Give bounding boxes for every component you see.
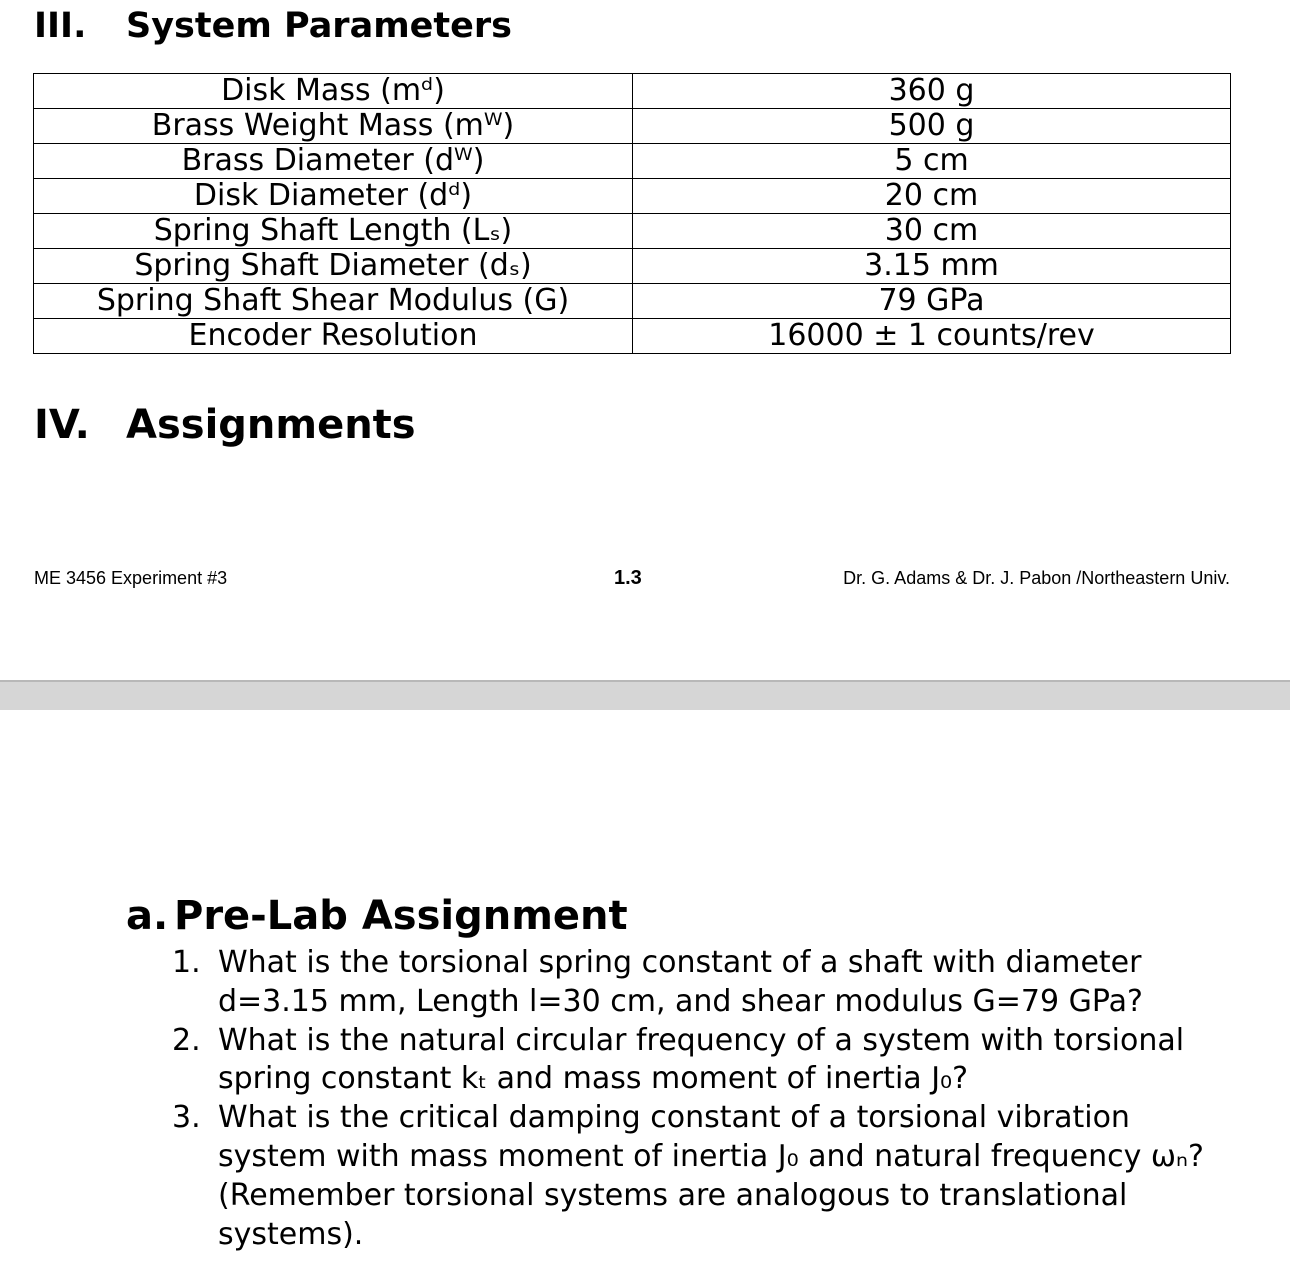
question-number: 2.	[172, 1022, 201, 1058]
parameter-value: 30 cm	[633, 214, 1231, 249]
parameter-value: 5 cm	[633, 144, 1231, 179]
section-title: System Parameters	[126, 6, 512, 46]
system-parameters-table	[33, 73, 1231, 354]
table-row	[34, 109, 1231, 144]
parameter-value: 79 GPa	[633, 284, 1231, 319]
list-item	[172, 944, 1252, 1022]
question-line: (Remember torsional systems are analogous to translational	[218, 1177, 1128, 1213]
table-row	[34, 144, 1231, 179]
parameter-name: Spring Shaft Shear Modulus (G)	[34, 284, 633, 319]
parameter-value: 500 g	[633, 109, 1231, 144]
list-item	[172, 1022, 1252, 1100]
section-number: IV.	[34, 402, 90, 448]
question-line: d=3.15 mm, Length l=30 cm, and shear modulus G=79 GPa?	[218, 983, 1143, 1019]
parameter-name: Spring Shaft Length (Lₛ)	[34, 214, 633, 249]
subsection-letter: a.	[126, 893, 169, 939]
question-line: system with mass moment of inertia J₀ and natural frequency ωₙ?	[218, 1138, 1204, 1174]
parameter-name: Brass Weight Mass (mᵂ)	[34, 109, 633, 144]
question-line: What is the natural circular frequency of a system with torsional	[218, 1022, 1185, 1058]
footer-authors: Dr. G. Adams & Dr. J. Pabon /Northeastern Univ.	[843, 568, 1230, 588]
table-row	[34, 319, 1231, 354]
section-number: III.	[34, 6, 87, 46]
table-row	[34, 214, 1231, 249]
parameter-value: 16000 ± 1 counts/rev	[633, 319, 1231, 354]
footer-page-number: 1.3	[614, 567, 642, 589]
footer-course-label: ME 3456 Experiment #3	[34, 568, 228, 588]
parameter-value: 360 g	[633, 74, 1231, 109]
table-row	[34, 249, 1231, 284]
question-line: spring constant kₜ and mass moment of inertia J₀?	[218, 1061, 968, 1097]
parameter-name: Brass Diameter (dᵂ)	[34, 144, 633, 179]
table-row	[34, 179, 1231, 214]
list-item	[172, 1099, 1252, 1254]
page-break-gap	[0, 682, 1290, 710]
parameter-value: 20 cm	[633, 179, 1231, 214]
table-row	[34, 74, 1231, 109]
parameter-name: Spring Shaft Diameter (dₛ)	[34, 249, 633, 284]
section-heading-assignments	[34, 402, 416, 448]
parameter-name: Encoder Resolution	[34, 319, 633, 354]
subsection-title: Pre-Lab Assignment	[174, 893, 628, 939]
table-row	[34, 284, 1231, 319]
section-heading-system-parameters	[34, 6, 512, 46]
prelab-heading	[126, 893, 628, 939]
question-line: systems).	[218, 1216, 364, 1252]
question-line: What is the torsional spring constant of a shaft with diameter	[218, 945, 1142, 980]
section-title: Assignments	[126, 402, 416, 448]
question-line: What is the critical damping constant of a torsional vibration	[218, 1100, 1130, 1136]
question-number: 3.	[172, 1100, 201, 1136]
parameter-name: Disk Diameter (dᵈ)	[34, 179, 633, 214]
prelab-question-list	[172, 944, 1252, 1254]
question-number: 1.	[172, 945, 201, 980]
parameter-value: 3.15 mm	[633, 249, 1231, 284]
parameter-name: Disk Mass (mᵈ)	[34, 74, 633, 109]
